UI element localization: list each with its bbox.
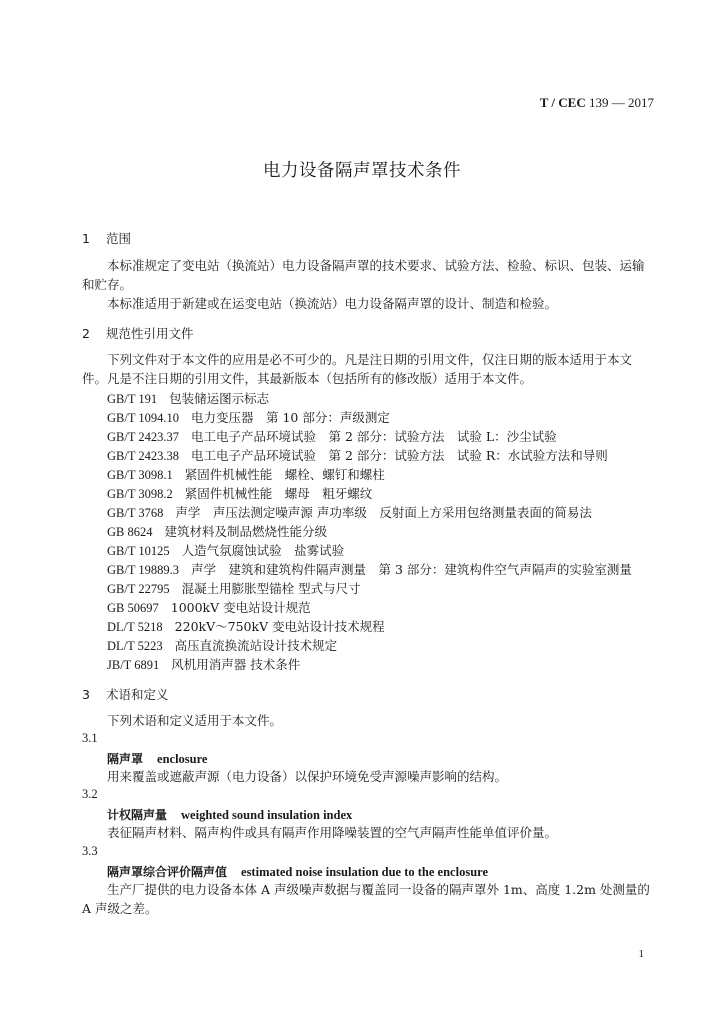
section-1-paragraph: 本标准适用于新建或在运变电站（换流站）电力设备隔声罩的设计、制造和检验。: [107, 296, 558, 311]
term-name: 隔声罩综合评价隔声值 estimated noise insulation due to the enclosure: [107, 865, 489, 879]
term-definition: 用来覆盖或遮蔽声源（电力设备）以保护环境免受声源噪声影响的结构。: [107, 769, 508, 784]
term-number: 3.1: [82, 731, 98, 745]
reference-item: GB 50697 1000kV 变电站设计规范: [107, 600, 311, 615]
term-definition: 生产厂提供的电力设备本体 A 声级噪声数据与覆盖同一设备的隔声罩外 1m、高度 1.2m 处测量的 A 声级之差。: [82, 882, 650, 916]
section-3-intro: 下列术语和定义适用于本文件。: [107, 713, 283, 728]
term-name: 隔声罩 enclosure: [107, 752, 208, 766]
reference-item: GB/T 3768 声学 声压法测定噪声源 声功率级 反射面上方采用包络测量表面的简易法: [107, 505, 592, 520]
reference-item: GB/T 22795 混凝土用膨胀型锚栓 型式与尺寸: [107, 581, 361, 596]
term-number: 3.3: [82, 844, 98, 858]
document-title: 电力设备隔声罩技术条件: [263, 161, 461, 181]
term-definition: 表征隔声材料、隔声构件或具有隔声作用降噪装置的空气声隔声性能单值评价量。: [107, 825, 558, 840]
page-number: 1: [638, 948, 644, 960]
standard-number: 139 — 2017: [589, 95, 654, 110]
standard-code: [540, 95, 654, 111]
reference-item: GB/T 10125 人造气氛腐蚀试验 盐雾试验: [107, 543, 345, 558]
standard-prefix: T / CEC: [539, 95, 586, 110]
reference-item: DL/T 5223 高压直流换流站设计技术规定: [107, 638, 338, 653]
term-number: 3.2: [82, 787, 98, 801]
section-1-heading: 1 范围: [82, 231, 132, 246]
section-3-heading: 3 术语和定义: [82, 687, 169, 702]
reference-item: GB/T 19889.3 声学 建筑和建筑构件隔声测量 第 3 部分：建筑构件空气声隔声的实验室测量: [107, 562, 632, 577]
reference-item: DL/T 5218 220kV～750kV 变电站设计技术规程: [107, 619, 385, 634]
reference-item: GB/T 1094.10 电力变压器 第 10 部分：声级测定: [107, 410, 390, 425]
reference-item: GB/T 2423.37 电工电子产品环境试验 第 2 部分：试验方法 试验 L：沙尘试验: [107, 429, 557, 444]
reference-item: GB/T 3098.1 紧固件机械性能 螺栓、螺钉和螺柱: [107, 467, 385, 482]
reference-item: GB 8624 建筑材料及制品燃烧性能分级: [107, 524, 328, 539]
section-1-paragraph: 本标准规定了变电站（换流站）电力设备隔声罩的技术要求、试验方法、检验、标识、包装、运输和贮存。: [82, 258, 645, 292]
reference-item: GB/T 2423.38 电工电子产品环境试验 第 2 部分：试验方法 试验 R：水试验方法和导则: [107, 448, 608, 463]
section-2-intro: 下列文件对于本文件的应用是必不可少的。凡是注日期的引用文件，仅注日期的版本适用于本文件。凡是不注日期的引用文件，其最新版本（包括所有的修改版）适用于本文件。: [82, 352, 633, 386]
section-2-heading: 2 规范性引用文件: [82, 326, 194, 341]
term-name: 计权隔声量 weighted sound insulation index: [107, 808, 353, 822]
reference-item: JB/T 6891 风机用消声器 技术条件: [107, 657, 301, 672]
reference-item: GB/T 191 包装储运图示标志: [107, 391, 270, 406]
reference-item: GB/T 3098.2 紧固件机械性能 螺母 粗牙螺纹: [107, 486, 373, 501]
